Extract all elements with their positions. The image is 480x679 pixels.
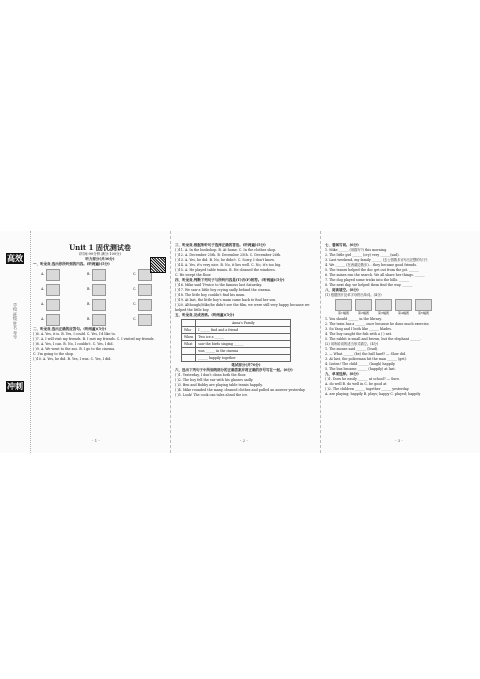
picture-option: C. bbox=[133, 313, 167, 326]
page-number: - 2 - bbox=[240, 438, 248, 443]
section-8-heading: 八、阅读填空。(8分) bbox=[325, 288, 359, 292]
question-line: ( )10. A. Yes, he did. B. Yes, I was. C. Yes, I did. bbox=[33, 357, 112, 361]
strip-picture: 第3幅图 bbox=[375, 299, 392, 316]
question-line: ( )20. Although/Mike/he didn't see the film, we were still very happy because we bbox=[175, 303, 310, 307]
question-line: ( )4. Mike rounded the many, cleaned clothes and pulled an answer yesterday. bbox=[175, 388, 306, 392]
picture-option: C. bbox=[133, 298, 167, 311]
page-number: - 1 - bbox=[92, 438, 100, 443]
table-row: When Two ice a ______ bbox=[182, 334, 291, 341]
question-line: A. do well B. do well in C. be good at bbox=[325, 382, 387, 386]
table-row: What saw the birds singing ______ bbox=[182, 341, 291, 348]
question-line: ( )14. A. Yes, it's very nice. B. No, it lies well. C. No, it's too big. bbox=[175, 263, 282, 267]
strip-picture: 第4幅图 bbox=[395, 299, 412, 316]
picture-option: A. bbox=[41, 298, 83, 311]
question-line: helped the little boy. bbox=[175, 308, 210, 312]
question-line: 4. We ______ (在西湖边散步)... they became good friends. bbox=[325, 263, 418, 267]
picture-option: A. bbox=[41, 268, 83, 281]
picture-option: C. bbox=[133, 268, 167, 281]
question-line: ( )1. Does he easily ______ at school? — Sure. bbox=[325, 377, 400, 381]
question-line: 5. The tenses helped the doc get out from the pit. ______ bbox=[325, 268, 419, 272]
question-line: 4. The boy caught the fish with a ( ) net. bbox=[325, 332, 393, 336]
question-line: 3. Last weekend, my family ______ (去公园散步)(写出完整的句子) bbox=[325, 258, 428, 262]
question-line: ( )17. We saw a little boy crying sadly behind the cinema. bbox=[175, 288, 271, 292]
picture-option: C. bbox=[133, 283, 167, 296]
question-line: 3. Su Yang and I both like ______ blades. bbox=[325, 327, 392, 331]
question-line: ( )2. The children ______ together ______ yesterday. bbox=[325, 387, 410, 391]
question-line: ( )9. A. We went to the zoo. B. I go to the cinema. bbox=[33, 347, 116, 351]
table-row: ______ happily together bbox=[182, 355, 291, 362]
picture-option: B. bbox=[87, 268, 129, 281]
question-line: 1. The mouse said ______ (loud). bbox=[325, 347, 379, 351]
side-label-top: 高效 bbox=[7, 253, 23, 263]
section-4-heading: 四、听录音,判断下列句子与所听内容是(T)否(F)相符。(听两遍)(5分) bbox=[175, 278, 285, 282]
question-line: 4. Listen! The child ______ (laugh) happily. bbox=[325, 362, 396, 366]
strip-picture: 第5幅图 bbox=[415, 299, 432, 316]
question-line: 5. The bus became ______ (happily) at last. bbox=[325, 367, 396, 371]
fold-line-1 bbox=[170, 231, 171, 453]
listening-heading: 听力部分(共30分) bbox=[85, 257, 115, 261]
picture-option: B. bbox=[87, 283, 129, 296]
picture-option: A. bbox=[41, 313, 83, 326]
section-1-heading: 一、听录音,选出你所听到的内容。(听两遍)(5分) bbox=[33, 262, 110, 266]
question-line: (2) 用所给词的适当形式填空。(4分) bbox=[325, 342, 379, 346]
table-row: was ______ in the cinema bbox=[182, 348, 291, 355]
section-2-heading: 二、听录音,选出正确的应答句。(听两遍)(5分) bbox=[33, 327, 107, 331]
question-line: 2. The train has a ______ once because he done much exercise. bbox=[325, 322, 430, 326]
strip-caption: (1) 根据图片及单字母拼出单词。(4分) bbox=[325, 293, 382, 297]
question-line: ( )11. A. In the bookshop. B. At home. C. In the clothes shop. bbox=[175, 248, 277, 252]
section-5-heading: 五、听录音,完成表格。(听两遍)(5分) bbox=[175, 313, 235, 317]
written-heading: 笔试部分(共70分) bbox=[231, 363, 261, 367]
question-line: ( )16. Mike said T-twice to the famous last Saturday. bbox=[175, 283, 262, 287]
picture-options bbox=[41, 268, 167, 326]
side-label-bottom: 冲刺 bbox=[7, 381, 23, 391]
page-title: Unit 1 固优测试卷 bbox=[69, 243, 131, 252]
question-line: ( )8. A. Yes, I can. B. No, I couldn't. C. Yes, I did. bbox=[33, 342, 114, 346]
picture-option: B. bbox=[87, 298, 129, 311]
question-line: ( )13. A. Yes, he did. B. No, he didn't. C. Sorry, I don't know. bbox=[175, 258, 275, 262]
side-fields: 学校 班级 姓名 考号 bbox=[13, 303, 18, 339]
question-line: 2. — What ______ (be) the ball hard? — Slow did. bbox=[325, 352, 407, 356]
question-line: ( )2. The boy fell the ear with his glasses sadly. bbox=[175, 378, 254, 382]
info-table bbox=[181, 319, 291, 362]
strip-picture: 第1幅图 bbox=[335, 299, 352, 316]
column-left bbox=[33, 243, 167, 362]
question-line: 3. At last, the policeman hit the man ______ (get). bbox=[325, 357, 407, 361]
column-right bbox=[325, 243, 475, 397]
question-line: 6. The mines run the search. We all share her things. ______ bbox=[325, 273, 425, 277]
question-line: ( )12. A. December 25th. B. December 25th. C. December 26th. bbox=[175, 253, 282, 257]
question-line: 7. The dog played some tricks into the hills. ______ bbox=[325, 278, 410, 282]
section-7-heading: 七、看图写词。(6分) bbox=[325, 243, 359, 247]
question-line: C. I'm going to the shop. bbox=[33, 352, 75, 356]
question-line: 2. The little girl ______ (cry) very ______(sad). bbox=[325, 253, 400, 257]
question-line: 1. You should ______ in the library. bbox=[325, 317, 382, 321]
exam-meta: (时间:90分钟 满分:100分) bbox=[79, 252, 121, 256]
picture-strip bbox=[335, 299, 475, 316]
question-line: C. He swept the floor. bbox=[175, 273, 212, 277]
binding-strip bbox=[0, 231, 31, 453]
question-line: ( )18. The little boy couldn't find his mum. bbox=[175, 293, 246, 297]
question-line: 1. Mike ______ (用描写?) this morning. bbox=[325, 248, 388, 252]
question-line: ( )3. Ben and Bobby are playing table tennis happily. bbox=[175, 383, 263, 387]
fold-line-2 bbox=[320, 231, 321, 453]
table-row: Who I ______ find and a friend bbox=[182, 327, 291, 334]
picture-option: A. bbox=[41, 283, 83, 296]
question-line: ( )19. At last, the little boy's mum came back to find her son. bbox=[175, 298, 277, 302]
question-line: 8. The next day, we helped them find the way. ______ bbox=[325, 283, 413, 287]
question-line: ( )5. Look! The cook can tales aloud the ice. bbox=[175, 393, 249, 397]
question-line: ( )15. A. He played table tennis. B. He cleaned the windows. bbox=[175, 268, 276, 272]
question-line: ( )1. Yesterday, I don't clean both the floor. bbox=[175, 373, 247, 377]
section-6-heading: 六、选出下列句子中所划线部分的正确答案并将正确的序号写在一起。(6分) bbox=[175, 368, 293, 372]
section-9-heading: 九、单项选择。(8分) bbox=[325, 372, 359, 376]
question-line: 5. The rabbit is small and brown, but the elephant ______. bbox=[325, 337, 422, 341]
column-middle bbox=[175, 243, 317, 398]
page-number: - 3 - bbox=[395, 438, 403, 443]
table-row: Anna's Family bbox=[182, 320, 291, 327]
section-3-heading: 三、听录音,根据所听句子选择正确的答语。(听两遍)(5分) bbox=[175, 243, 266, 247]
question-line: ( )7. A. I will visit my friends. B. I met my friends. C. I visited my friends. bbox=[33, 337, 155, 341]
strip-picture: 第2幅图 bbox=[355, 299, 372, 316]
exam-sheet bbox=[0, 231, 480, 453]
question-line: ( )6. A. Yes, it is. B. Yes, I could. C. Yes, I'd like to. bbox=[33, 332, 116, 336]
question-line: A. are playing; happily B. plays; happy C. played; happily bbox=[325, 392, 421, 396]
qr-code bbox=[150, 257, 166, 273]
picture-option: B. bbox=[87, 313, 129, 326]
